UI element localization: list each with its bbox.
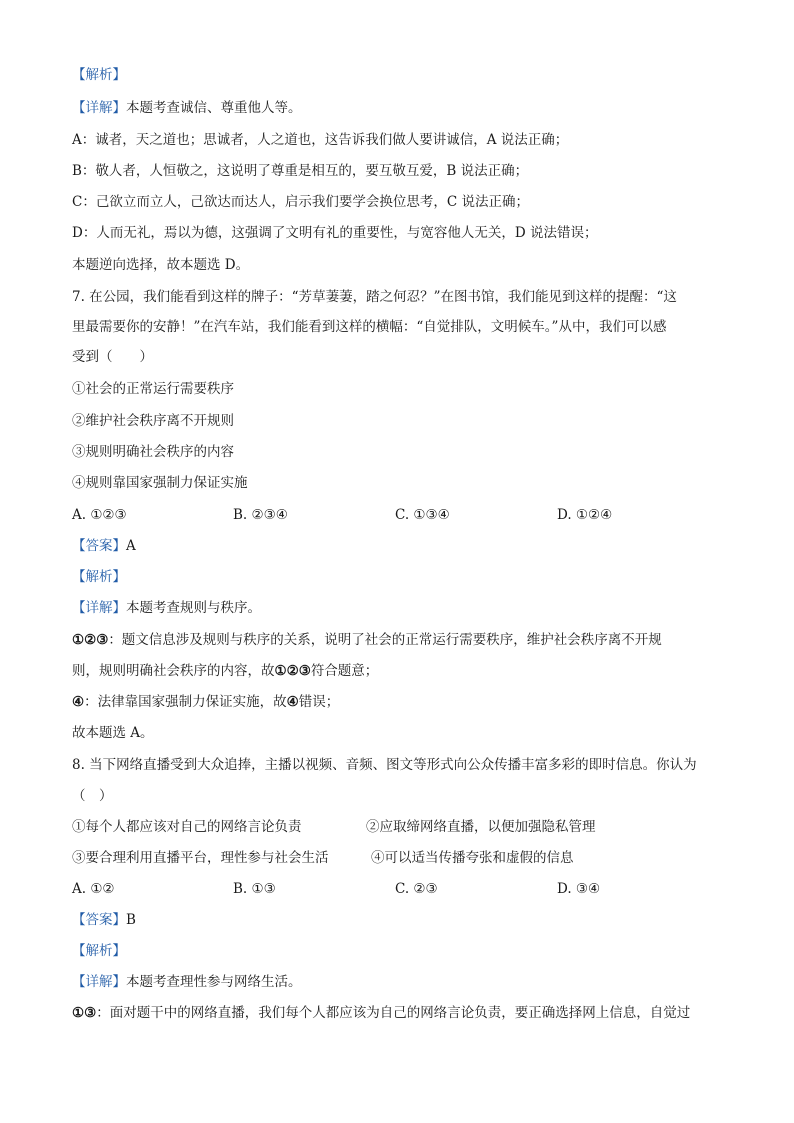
q7-statement-2: ②维护社会秩序离不开规则 bbox=[72, 413, 234, 429]
q8-stem-line-2: （ ） bbox=[72, 788, 113, 804]
q7-detail: 【详解】本题考查规则与秩序。 bbox=[72, 600, 261, 616]
q8-detail: 【详解】本题考查理性参与网络生活。 bbox=[72, 974, 302, 990]
q7-analysis-heading: 【解析】 bbox=[72, 569, 126, 585]
q6-line-d: D：人而无礼，焉以为德，这强调了文明有礼的重要性，与宽容他人无关，D 说法错误； bbox=[72, 225, 598, 241]
q8-stem-line-1: 8. 当下网络直播受到大众追捧，主播以视频、音频、图文等形式向公众传播丰富多彩的即时信息。你认为 bbox=[72, 757, 697, 773]
q7-statement-3: ③规则明确社会秩序的内容 bbox=[72, 444, 234, 460]
q7-stem-line-1: 7. 在公园，我们能看到这样的牌子：“芳草萋萋，踏之何忍？”在图书馆，我们能见到这样的提醒：“这 bbox=[72, 289, 677, 305]
q7-stem-line-3: 受到（ ） bbox=[72, 349, 153, 365]
q7-conclusion: 故本题选 A。 bbox=[72, 725, 154, 741]
q8-option-c: C. ②③ bbox=[395, 881, 438, 897]
q7-answer: 【答案】A bbox=[72, 538, 136, 554]
q7-statement-1: ①社会的正常运行需要秩序 bbox=[72, 381, 234, 397]
q8-statement-4: ④可以适当传播夸张和虚假的信息 bbox=[371, 850, 574, 866]
q7-option-a: A. ①②③ bbox=[72, 507, 127, 523]
q7-option-d: D. ①②④ bbox=[557, 507, 613, 523]
q8-statement-1: ①每个人都应该对自己的网络言论负责 bbox=[72, 819, 302, 835]
q7-explanation-1-cont: 则，规则明确社会秩序的内容，故①②③符合题意； bbox=[72, 663, 379, 679]
q8-analysis-heading: 【解析】 bbox=[72, 943, 126, 959]
q7-stem-line-2: 里最需要你的安静！”在汽车站，我们能看到这样的横幅：“自觉排队，文明候车。”从中，我们可以感 bbox=[72, 319, 667, 335]
q8-explanation-1: ①③：面对题干中的网络直播，我们每个人都应该为自己的网络言论负责，要正确选择网上信息，自觉过 bbox=[72, 1005, 691, 1021]
q8-option-d: D. ③④ bbox=[557, 881, 601, 897]
q7-statement-4: ④规则靠国家强制力保证实施 bbox=[72, 475, 248, 491]
q7-explanation-2: ④：法律靠国家强制力保证实施，故④错误； bbox=[72, 694, 340, 710]
q6-detail: 【详解】本题考查诚信、尊重他人等。 bbox=[72, 100, 302, 116]
q8-option-b: B. ①③ bbox=[233, 881, 276, 897]
q7-explanation-1: ①②③：题文信息涉及规则与秩序的关系，说明了社会的正常运行需要秩序，维护社会秩序离不开规 bbox=[72, 632, 662, 648]
q6-line-a: A：诚者，天之道也；思诚者，人之道也，这告诉我们做人要讲诚信，A 说法正确； bbox=[72, 132, 569, 148]
q7-option-c: C. ①③④ bbox=[395, 507, 450, 523]
q8-statement-3: ③要合理利用直播平台，理性参与社会生活 bbox=[72, 850, 329, 866]
q6-analysis-heading: 【解析】 bbox=[72, 67, 126, 83]
q8-answer: 【答案】B bbox=[72, 912, 136, 928]
q8-statement-2: ②应取缔网络直播，以便加强隐私管理 bbox=[366, 819, 596, 835]
q6-conclusion: 本题逆向选择，故本题选 D。 bbox=[72, 257, 250, 273]
q6-line-b: B：敬人者，人恒敬之，这说明了尊重是相互的，要互敬互爱，B 说法正确； bbox=[72, 163, 529, 179]
q6-line-c: C：己欲立而立人，己欲达而达人，启示我们要学会换位思考，C 说法正确； bbox=[72, 194, 529, 210]
q8-option-a: A. ①② bbox=[72, 881, 115, 897]
q7-option-b: B. ②③④ bbox=[233, 507, 288, 523]
